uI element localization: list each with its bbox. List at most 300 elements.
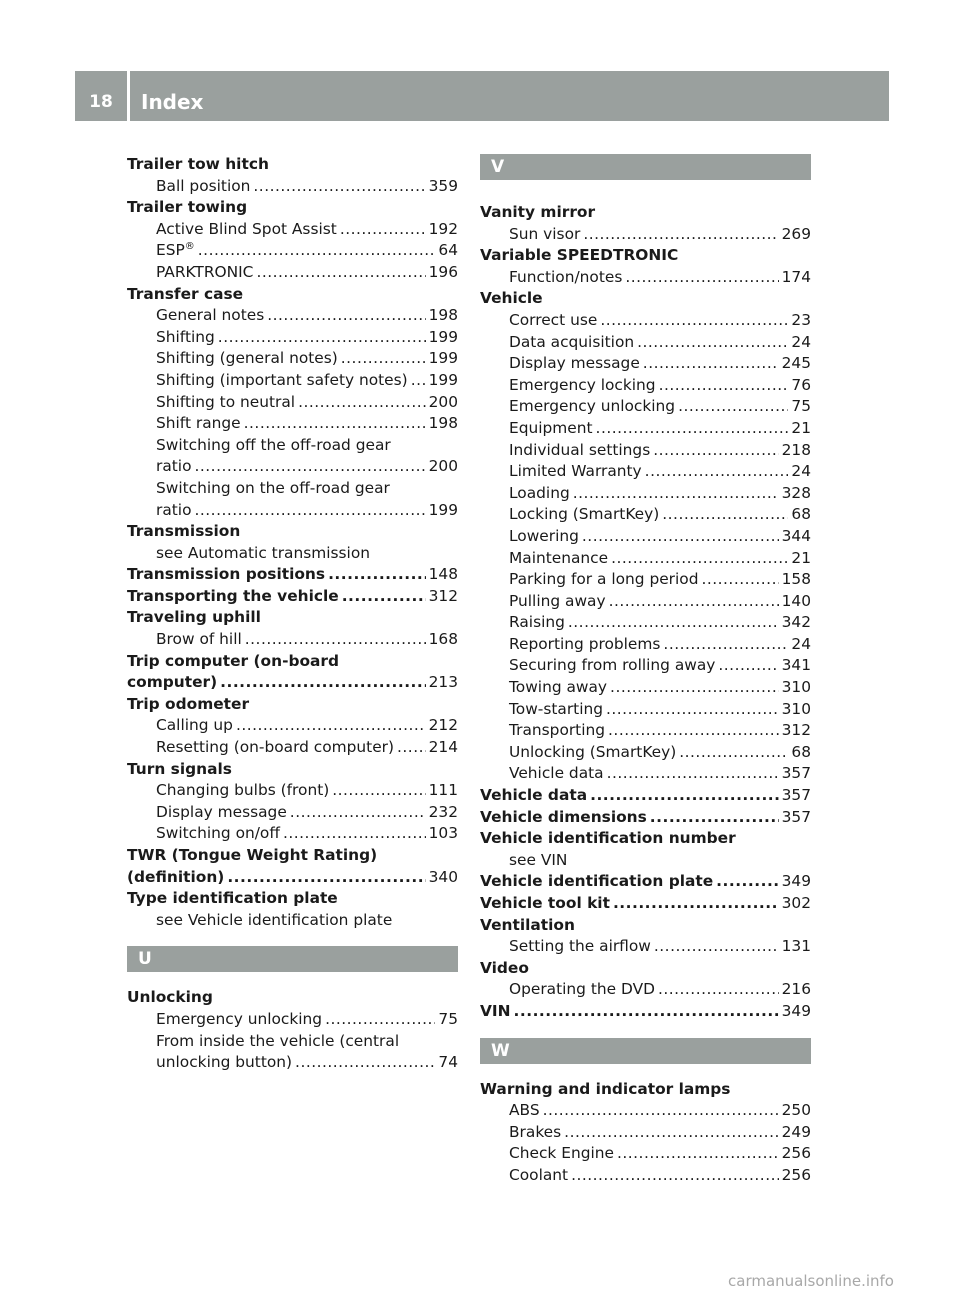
entry-label <box>156 262 253 284</box>
page-reference: 68 <box>791 742 811 761</box>
entry-label-text: ratio <box>156 500 192 519</box>
index-subentry <box>480 483 811 505</box>
index-entry <box>127 564 458 586</box>
dot-leader <box>290 802 426 824</box>
index-note: see VIN <box>509 850 568 869</box>
entry-label-text: computer) <box>127 673 218 692</box>
entry-label-text: General notes <box>156 306 265 325</box>
entry-label-text: Brakes <box>509 1122 562 1141</box>
entry-label <box>127 564 325 586</box>
entry-label-text: Equipment <box>509 418 593 437</box>
section-spacer <box>480 1064 811 1079</box>
index-subentry <box>127 176 458 198</box>
page-reference: 256 <box>781 1165 811 1184</box>
dot-leader <box>340 219 426 241</box>
entry-label <box>127 586 339 608</box>
dot-leader <box>568 612 779 634</box>
entry-label <box>156 1052 292 1074</box>
dot-leader <box>637 332 788 354</box>
page-reference: 357 <box>781 807 811 826</box>
dot-leader <box>218 327 426 349</box>
index-subentry <box>480 375 811 397</box>
index-heading: Vanity mirror <box>480 203 596 221</box>
entry-label <box>156 392 295 414</box>
entry-label <box>156 500 192 522</box>
index-subentry <box>480 936 811 958</box>
entry-label <box>156 737 394 759</box>
entry-label-text: Check Engine <box>509 1144 614 1163</box>
index-subentry <box>127 219 458 241</box>
entry-label <box>156 240 195 262</box>
entry-label-text: Ball position <box>156 176 251 195</box>
page-number: 18 <box>89 92 113 112</box>
index-heading: Warning and indicator lamps <box>480 1079 731 1098</box>
dot-leader <box>650 807 779 829</box>
entry-label <box>480 807 647 829</box>
page-reference: 168 <box>428 630 458 649</box>
page-reference: 131 <box>781 937 811 956</box>
dot-leader <box>342 586 426 608</box>
entry-label <box>156 780 329 802</box>
entry-label-text: Unlocking (SmartKey) <box>509 742 677 761</box>
page-reference: 23 <box>791 310 811 329</box>
entry-label <box>509 591 606 613</box>
entry-label-text: ESP <box>156 241 185 260</box>
index-subentry <box>127 737 458 759</box>
index-column-left <box>127 154 458 1074</box>
index-subentry <box>480 979 811 1001</box>
entry-label-text: Transporting the vehicle <box>127 586 339 605</box>
index-heading: Video <box>480 958 529 977</box>
dot-leader <box>253 176 425 198</box>
entry-label-text: Shifting to neutral <box>156 392 296 411</box>
index-subentry <box>127 715 458 737</box>
dot-leader <box>573 483 779 505</box>
entry-label-text: Shifting (important safety notes) <box>156 370 408 389</box>
dot-leader <box>658 979 779 1001</box>
page-reference: 196 <box>428 262 458 281</box>
index-subentry <box>127 500 458 522</box>
index-heading: Traveling uphill <box>127 608 261 627</box>
entry-label-text: PARKTRONIC <box>156 262 254 281</box>
page-reference: 310 <box>781 678 811 697</box>
page-reference: 340 <box>428 867 458 886</box>
dot-leader <box>195 500 426 522</box>
page-reference: 245 <box>781 354 811 373</box>
index-entry <box>480 807 811 829</box>
page-reference: 75 <box>791 397 811 416</box>
dot-leader <box>582 526 779 548</box>
index-entry <box>127 867 458 889</box>
page-reference: 199 <box>428 349 458 368</box>
index-heading: Variable SPEEDTRONIC <box>480 246 679 265</box>
index-note: Switching off the off-road gear <box>156 435 391 454</box>
dot-leader <box>256 262 425 284</box>
entry-label-text: Vehicle tool kit <box>480 894 610 912</box>
index-subentry <box>127 327 458 349</box>
index-subentry <box>127 370 458 392</box>
page-reference: 140 <box>781 591 811 610</box>
entry-label-text: Locking (SmartKey) <box>509 505 660 524</box>
entry-label-text: Function/notes <box>509 267 623 286</box>
entry-label-text: Towing away <box>509 678 608 697</box>
page-reference: 198 <box>428 414 458 433</box>
entry-label <box>509 763 604 785</box>
dot-leader <box>606 699 779 721</box>
index-heading: Vehicle identification number <box>480 829 736 848</box>
entry-label <box>509 526 579 548</box>
index-subentry <box>127 413 458 435</box>
index-subentry <box>480 1143 811 1165</box>
entry-label <box>127 672 217 694</box>
entry-label-text: Switching on/off <box>156 824 280 843</box>
dot-leader <box>659 375 789 397</box>
entry-label <box>509 634 660 656</box>
page-reference: 349 <box>781 872 811 891</box>
entry-label <box>156 802 287 824</box>
entry-label-text: Calling up <box>156 716 233 735</box>
index-subentry <box>127 1052 458 1074</box>
section-letter-heading: U <box>127 946 458 972</box>
watermark: carmanualsonline.info <box>728 1272 894 1290</box>
dot-leader <box>325 1009 435 1031</box>
entry-label <box>156 715 233 737</box>
entry-label <box>509 310 597 332</box>
entry-label-text: Vehicle identification plate <box>480 872 714 891</box>
page-reference: 198 <box>428 306 458 325</box>
page-reference: 64 <box>438 241 458 260</box>
index-note: Switching on the off-road gear <box>156 478 390 497</box>
entry-label-text: Tow-starting <box>509 699 603 718</box>
dot-leader <box>679 742 788 764</box>
index-subentry <box>480 353 811 375</box>
page-reference: 103 <box>428 824 458 843</box>
entry-label <box>509 504 659 526</box>
entry-label-text: Display message <box>509 354 640 373</box>
entry-label <box>156 219 337 241</box>
dot-leader <box>596 418 789 440</box>
index-note: From inside the vehicle (central <box>156 1031 400 1050</box>
dot-leader <box>543 1100 779 1122</box>
entry-label <box>509 332 634 354</box>
page-reference: 218 <box>781 440 811 459</box>
dot-leader <box>653 440 778 462</box>
page-reference: 312 <box>428 586 458 605</box>
index-entry <box>480 871 811 893</box>
dot-leader <box>328 564 426 586</box>
entry-label-text: Changing bulbs (front) <box>156 781 330 800</box>
entry-label <box>509 612 565 634</box>
entry-label-text: Securing from rolling away <box>509 656 716 675</box>
page-reference: 328 <box>781 483 811 502</box>
index-subentry <box>480 224 811 246</box>
page-reference: 158 <box>781 570 811 589</box>
index-subentry <box>480 396 811 418</box>
entry-label-text: Emergency locking <box>509 375 656 394</box>
entry-label <box>156 413 241 435</box>
entry-label <box>509 569 698 591</box>
entry-label-text: Emergency unlocking <box>509 397 676 416</box>
index-subentry <box>480 742 811 764</box>
index-subentry <box>127 780 458 802</box>
dot-leader <box>645 461 789 483</box>
index-subentry <box>127 240 458 262</box>
page-reference: 359 <box>428 176 458 195</box>
page-reference: 213 <box>428 673 458 692</box>
index-subentry <box>127 305 458 327</box>
dot-leader <box>701 569 778 591</box>
dot-leader <box>613 893 779 915</box>
entry-label <box>509 483 570 505</box>
page-reference: 344 <box>781 526 811 545</box>
entry-label <box>509 267 622 289</box>
dot-leader <box>609 591 779 613</box>
index-entry <box>480 893 811 915</box>
index-subentry <box>480 677 811 699</box>
index-subentry <box>480 1122 811 1144</box>
dot-leader <box>625 267 778 289</box>
entry-label <box>509 396 675 418</box>
entry-label-text: VIN <box>480 1001 511 1020</box>
entry-label-text: ratio <box>156 457 192 476</box>
dot-leader <box>718 655 778 677</box>
page-reference: 148 <box>428 565 458 584</box>
page-reference: 342 <box>781 613 811 632</box>
page-reference: 24 <box>791 634 811 653</box>
entry-label-text: Correct use <box>509 310 598 329</box>
entry-label <box>509 979 655 1001</box>
entry-label <box>156 327 215 349</box>
index-entry <box>127 586 458 608</box>
entry-label-text: Active Blind Spot Assist <box>156 219 337 238</box>
header-divider <box>127 71 130 121</box>
index-subentry <box>127 392 458 414</box>
dot-leader <box>267 305 425 327</box>
dot-leader <box>341 348 426 370</box>
page-reference: 269 <box>781 224 811 243</box>
index-subentry <box>480 418 811 440</box>
entry-label <box>480 785 587 807</box>
index-subentry <box>480 267 811 289</box>
entry-label <box>127 867 224 889</box>
index-subentry <box>127 629 458 651</box>
dot-leader <box>611 548 788 570</box>
entry-label <box>156 370 408 392</box>
entry-label <box>509 655 715 677</box>
entry-label <box>509 742 676 764</box>
dot-leader <box>397 737 426 759</box>
page-reference: 302 <box>781 894 811 912</box>
entry-label <box>156 823 280 845</box>
page-reference: 68 <box>791 505 811 524</box>
page-reference: 249 <box>781 1122 811 1141</box>
entry-label-text: Lowering <box>509 526 579 545</box>
index-subentry <box>480 699 811 721</box>
page-reference: 357 <box>781 786 811 805</box>
entry-label-text: Operating the DVD <box>509 980 655 999</box>
index-heading: TWR (Tongue Weight Rating) <box>127 846 378 864</box>
entry-label-text: Data acquisition <box>509 332 635 351</box>
index-heading: Trailer towing <box>127 198 248 217</box>
entry-label-text: Raising <box>509 613 565 632</box>
index-note: see Automatic transmission <box>156 543 370 562</box>
index-column-right <box>480 154 811 1187</box>
entry-label-text: Shifting (general notes) <box>156 349 338 368</box>
page-reference: 76 <box>791 375 811 394</box>
page-reference: 75 <box>438 1009 458 1028</box>
dot-leader <box>643 353 779 375</box>
section-spacer <box>127 972 458 987</box>
entry-label <box>509 548 608 570</box>
entry-label <box>156 348 338 370</box>
page-reference: 312 <box>781 721 811 740</box>
entry-label <box>480 1001 511 1023</box>
section-letter-heading: W <box>480 1038 811 1064</box>
dot-leader <box>332 780 425 802</box>
dot-leader <box>195 456 426 478</box>
entry-label <box>509 677 607 699</box>
entry-label-text: Vehicle data <box>509 764 604 783</box>
index-subentry <box>480 1100 811 1122</box>
entry-label-text: Coolant <box>509 1165 569 1184</box>
dot-leader <box>245 629 426 651</box>
index-heading: Unlocking <box>127 988 213 1007</box>
registered-mark: ® <box>184 241 195 253</box>
page-reference: 341 <box>781 656 811 675</box>
index-heading: Type identification plate <box>127 889 338 908</box>
index-subentry <box>480 332 811 354</box>
index-subentry <box>480 591 811 613</box>
dot-leader <box>590 785 779 807</box>
index-subentry <box>127 456 458 478</box>
page-reference: 256 <box>781 1144 811 1163</box>
page-reference: 250 <box>781 1101 811 1120</box>
dot-leader <box>236 715 426 737</box>
index-heading: Trip odometer <box>127 694 250 713</box>
entry-label <box>509 1165 568 1187</box>
index-heading: Ventilation <box>480 915 575 934</box>
dot-leader <box>514 1001 779 1023</box>
entry-label-text: Pulling away <box>509 591 606 610</box>
entry-label <box>509 418 593 440</box>
entry-label-text: Sun visor <box>509 224 581 243</box>
index-subentry <box>480 763 811 785</box>
entry-label <box>480 893 610 915</box>
page-title: Index <box>141 90 204 114</box>
page-reference: 199 <box>428 327 458 346</box>
index-heading: Trailer tow hitch <box>127 155 269 173</box>
entry-label-text: Limited Warranty <box>509 462 642 481</box>
index-subentry <box>127 262 458 284</box>
entry-label-text: Reporting problems <box>509 634 661 653</box>
dot-leader <box>220 672 425 694</box>
dot-leader <box>617 1143 779 1165</box>
entry-label <box>509 699 603 721</box>
entry-label <box>509 936 651 958</box>
entry-label <box>509 1122 561 1144</box>
index-subentry <box>480 634 811 656</box>
index-subentry <box>480 504 811 526</box>
page-header <box>75 71 889 121</box>
index-entry <box>480 785 811 807</box>
entry-label-text: Emergency unlocking <box>156 1009 323 1028</box>
index-subentry <box>480 526 811 548</box>
dot-leader <box>227 867 425 889</box>
page-reference: 21 <box>791 548 811 567</box>
section-letter-heading: V <box>480 154 811 180</box>
entry-label <box>509 353 640 375</box>
entry-label <box>509 1143 614 1165</box>
index-subentry <box>480 548 811 570</box>
dot-leader <box>654 936 779 958</box>
entry-label-text: Setting the airflow <box>509 937 651 956</box>
section-spacer <box>480 1023 811 1038</box>
entry-label-text: Transmission positions <box>127 565 326 584</box>
section-spacer <box>127 931 458 946</box>
page-reference: 21 <box>791 418 811 437</box>
entry-label <box>509 224 580 246</box>
dot-leader <box>716 871 778 893</box>
page-reference: 200 <box>428 457 458 476</box>
dot-leader <box>298 392 426 414</box>
page-reference: 349 <box>781 1001 811 1020</box>
dot-leader <box>600 310 788 332</box>
page-reference: 192 <box>428 219 458 238</box>
entry-label-text: Vehicle dimensions <box>480 807 647 826</box>
entry-label-text: Parking for a long period <box>509 570 699 589</box>
entry-label <box>156 176 250 198</box>
dot-leader <box>411 370 426 392</box>
entry-label-text: Shifting <box>156 327 215 346</box>
entry-label-text: ABS <box>509 1101 540 1120</box>
entry-label-text: Maintenance <box>509 548 609 567</box>
dot-leader <box>610 677 779 699</box>
page-reference: 199 <box>428 370 458 389</box>
page-reference: 111 <box>428 781 458 800</box>
entry-label-text: Display message <box>156 802 287 821</box>
entry-label-text: Brow of hill <box>156 630 242 649</box>
entry-label <box>480 871 713 893</box>
entry-label-text: unlocking button) <box>156 1053 293 1072</box>
dot-leader <box>564 1122 778 1144</box>
dot-leader <box>678 396 788 418</box>
entry-label-text: Loading <box>509 483 570 502</box>
dot-leader <box>198 240 436 262</box>
index-subentry <box>480 310 811 332</box>
entry-label-text: Shift range <box>156 414 241 433</box>
entry-label <box>509 375 656 397</box>
entry-label <box>509 440 650 462</box>
page-reference: 232 <box>428 802 458 821</box>
entry-label <box>509 720 605 742</box>
index-subentry <box>480 1165 811 1187</box>
entry-label-text: Transporting <box>509 721 606 740</box>
page-reference: 174 <box>781 267 811 286</box>
index-note: see Vehicle identification plate <box>156 910 393 929</box>
index-heading: Vehicle <box>480 289 543 308</box>
entry-label <box>509 1100 540 1122</box>
dot-leader <box>662 504 788 526</box>
section-spacer <box>480 180 811 202</box>
index-subentry <box>127 1009 458 1031</box>
entry-label-text: (definition) <box>127 867 225 886</box>
index-heading: Turn signals <box>127 759 232 778</box>
page-reference: 200 <box>428 392 458 411</box>
entry-label-text: Resetting (on-board computer) <box>156 738 395 757</box>
page-reference: 216 <box>781 980 811 999</box>
page-reference: 24 <box>791 332 811 351</box>
dot-leader <box>244 413 426 435</box>
